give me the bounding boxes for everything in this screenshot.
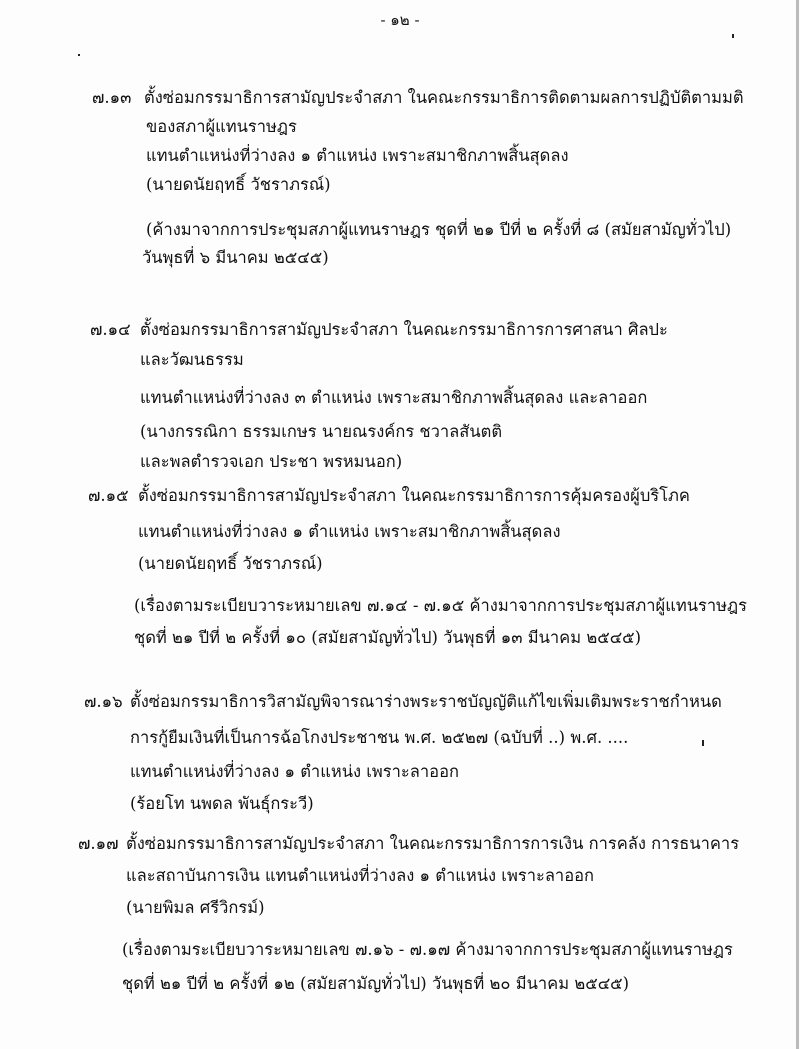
- item-line: ตั้งซ่อมกรรมาธิการวิสามัญพิจารณาร่างพระราชบัญญัติแก้ไขเพิ่มเติมพระราชกำหนด: [130, 692, 722, 711]
- item-line: ตั้งซ่อมกรรมาธิการสามัญประจำสภา ในคณะกรรมาธิการการคุ้มครองผู้บริโภค: [138, 486, 690, 505]
- page-number: - ๑๒ -: [380, 11, 420, 29]
- item-line: (เรื่องตามระเบียบวาระหมายเลข ๗.๑๖ - ๗.๑๗ ค้างมาจากการประชุมสภาผู้แทนราษฎร: [122, 940, 733, 959]
- item-line: (นางกรรณิกา ธรรมเกษร นายณรงค์กร ชวาลสันตติ: [140, 422, 503, 441]
- item-line: (นายดนัยฤทธิ์ วัชราภรณ์): [146, 175, 331, 194]
- item-line: ชุดที่ ๒๑ ปีที่ ๒ ครั้งที่ ๑๒ (สมัยสามัญทั่วไป) วันพุธที่ ๒๐ มีนาคม ๒๕๔๕): [122, 974, 630, 993]
- item-line: แทนตำแหน่งที่ว่างลง ๑ ตำแหน่ง เพราะสมาชิกภาพสิ้นสุดลง: [146, 146, 569, 165]
- item-line: (ร้อยโท นพดล พันธุ์กระวี): [130, 794, 314, 813]
- item-number: ๗.๑๕: [88, 486, 129, 505]
- item-line: ของสภาผู้แทนราษฎร: [146, 117, 297, 136]
- item-line: และวัฒนธรรม: [140, 350, 244, 369]
- item-line: และพลตำรวจเอก ประชา พรหมนอก): [140, 452, 403, 471]
- item-line: (นายพิมล ศรีวิกรม์): [126, 898, 265, 917]
- item-line: แทนตำแหน่งที่ว่างลง ๑ ตำแหน่ง เพราะลาออก: [130, 762, 459, 781]
- scan-edge: [796, 0, 799, 1049]
- item-line: (นายดนัยฤทธิ์ วัชราภรณ์): [138, 554, 323, 573]
- scan-speck: [732, 34, 734, 38]
- item-line: ชุดที่ ๒๑ ปีที่ ๒ ครั้งที่ ๑๐ (สมัยสามัญทั่วไป) วันพุธที่ ๑๓ มีนาคม ๒๕๔๕): [134, 628, 642, 647]
- item-number: ๗.๑๓: [92, 88, 132, 107]
- item-line: แทนตำแหน่งที่ว่างลง ๓ ตำแหน่ง เพราะสมาชิกภาพสิ้นสุดลง และลาออก: [140, 388, 648, 407]
- item-line: ตั้งซ่อมกรรมาธิการสามัญประจำสภา ในคณะกรรมาธิการติดตามผลการปฏิบัติตามมติ: [144, 88, 744, 107]
- item-number: ๗.๑๔: [90, 320, 131, 339]
- item-number: ๗.๑๖: [84, 692, 123, 711]
- item-line: ตั้งซ่อมกรรมาธิการสามัญประจำสภา ในคณะกรรมาธิการการศาสนา ศิลปะ: [140, 320, 668, 339]
- item-number: ๗.๑๗: [78, 834, 119, 853]
- item-line: (ค้างมาจากการประชุมสภาผู้แทนราษฎร ชุดที่ ๒๑ ปีที่ ๒ ครั้งที่ ๘ (สมัยสามัญทั่วไป): [146, 220, 732, 239]
- scan-speck: [78, 54, 80, 56]
- scan-speck: [702, 740, 704, 746]
- item-line: วันพุธที่ ๖ มีนาคม ๒๕๔๕): [142, 248, 329, 267]
- item-line: แทนตำแหน่งที่ว่างลง ๑ ตำแหน่ง เพราะสมาชิกภาพสิ้นสุดลง: [138, 522, 561, 541]
- item-line: ตั้งซ่อมกรรมาธิการสามัญประจำสภา ในคณะกรรมาธิการการเงิน การคลัง การธนาคาร: [126, 834, 740, 853]
- item-line: การกู้ยืมเงินที่เป็นการฉ้อโกงประชาชน พ.ศ. ๒๕๒๗ (ฉบับที่ ..) พ.ศ. ....: [130, 728, 629, 747]
- item-line: (เรื่องตามระเบียบวาระหมายเลข ๗.๑๔ - ๗.๑๕ ค้างมาจากการประชุมสภาผู้แทนราษฎร: [134, 596, 747, 615]
- item-line: และสถาบันการเงิน แทนตำแหน่งที่ว่างลง ๑ ตำแหน่ง เพราะลาออก: [126, 866, 595, 885]
